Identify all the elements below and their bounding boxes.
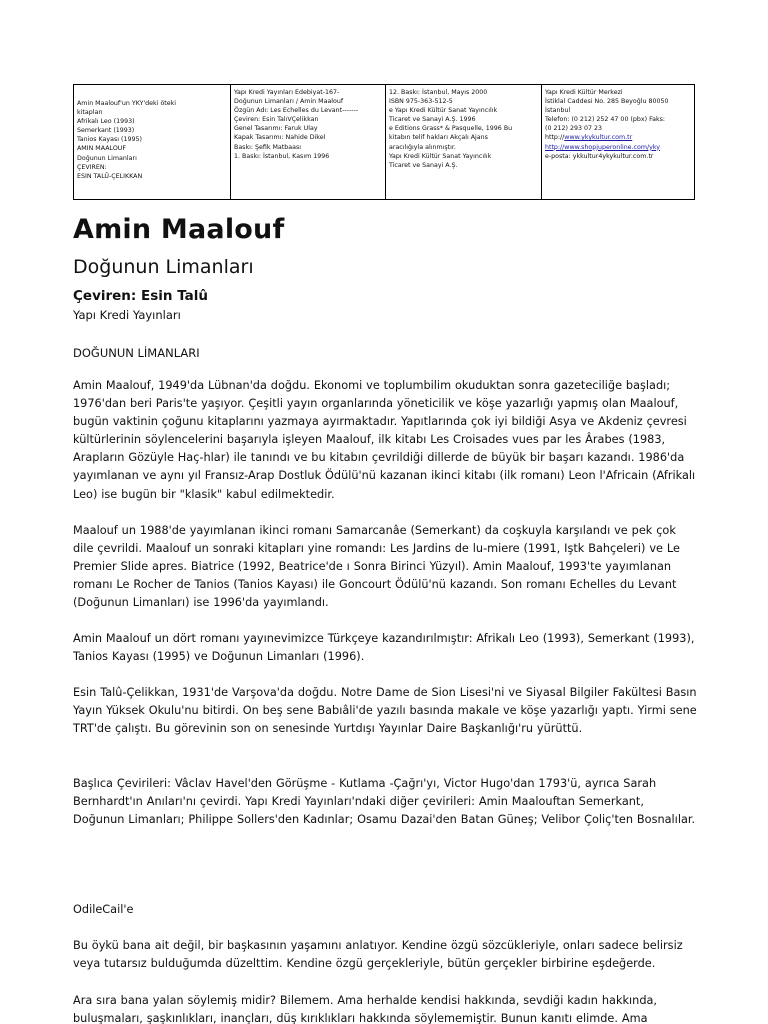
- info-line: Çeviren: Esin TalıVÇelikkan: [234, 116, 319, 124]
- paragraph: Bu öykü bana ait değil, bir başkasının yaşamını anlatıyor. Kendine özgü sözcükleriyle, onları sadece belirsiz veya tutarsız bulduğumda düzelttim. Kendine özgü gerçekleriyle, bütün gerçekler birbirine eşdeğerde.: [73, 939, 683, 971]
- paragraph: Amin Maalouf, 1949'da Lübnan'da doğdu. Ekonomi ve toplumbilim okuduktan sonra gazeteciliğe başladı; 1976'dan beri Paris'te yaşıyor. Çeşitli yayın organlarında yöneticilik ve köşe yazarlığı yapmış olan Maalouf, bugün vaktinin çoğunu kitaplarını yazmaya ayırmaktadır. Yapıtlarında çok iyi bildiği Asya ve Akdeniz çevresi kültürlerinin söylencelerini başarıyla işleyen Maalouf, ilk kitabı Les Croisades vues par les Ârabes (1983, Arapların Gözüyle Haç-hlar) ile tanındı ve bu kitabın çevrildiği dillerde de büyük bir başarı kazandı. 1986'da yayımlanan ve aynı yıl Fransız-Arap Dostluk Ödülü'nü kazanan ikinci kitabı (ilk romanı) Leon l'Africain (Afrikalı Leo) ise bugün bir "klasik" kabul edilmektedir.: [73, 379, 696, 501]
- shop-link[interactable]: http://www.shopjuperonline.com/yky: [545, 143, 661, 151]
- info-line: kitabın telif hakları Akçalı Ajans: [389, 134, 488, 142]
- publication-info-table: [73, 84, 695, 200]
- website-link[interactable]: www.ykykultur.com.tr: [564, 134, 633, 142]
- info-line: (0 212) 293 07 23: [545, 125, 602, 133]
- paragraph: Esin Talû-Çelikkan, 1931'de Varşova'da doğdu. Notre Dame de Sion Lisesi'ni ve Siyasal Bilgiler Fakültesi Basın Yayın Yüksek Okulu'nu bitirdi. On beş sene Babıâli'de yazılı basında makale ve köşe yazarlığı yaptı. Yirmi sene TRT'de çalıştı. Bu görevinin son on senesinde Yurtdışı Yayınlar Daire Başkanlığı'ru yürüttü.: [73, 686, 697, 736]
- info-cell-copyright: [386, 85, 542, 199]
- info-line: 12. Baskı: İstanbul, Mayıs 2000: [389, 89, 488, 96]
- author-title: Amin Maalouf: [73, 214, 285, 245]
- info-line: 1. Baskı: İstanbul, Kasım 1996: [234, 152, 330, 160]
- info-line: e Yapı Kredi Kültür Sanat Yayıncılık: [389, 107, 498, 115]
- publisher-name: Yapı Kredi Yayınları: [73, 308, 181, 322]
- info-line-website: [545, 133, 691, 142]
- info-line: Özgün Adı: Les Echelles du Levant-------: [234, 107, 359, 115]
- paragraph: Başlıca Çevirileri: Vâclav Havel'den Görüşme - Kutlama -Çağrı'yı, Victor Hugo'dan 1793'ü, ayrıca Sarah Bernhardt'ın Anıları'nı çevirdi. Yapı Kredi Yayınları'ndaki diğer çevirileri: Amin Maalouftan Semerkant, Doğunun Limanları; Philippe Sollers'den Kadınlar; Osamu Dazai'den Batan Güneş; Velibor Çoliç'ten Bosnalılar.: [73, 777, 696, 827]
- info-line: İstiklal Caddesi No. 285 Beyoğlu 80050: [545, 98, 669, 106]
- info-line: ISBN 975-363-512-5: [389, 98, 453, 106]
- paragraph: Ara sıra bana yalan söylemiş midir? Bilemem. Ama herhalde kendisi hakkında, sevdiği kadın hakkında, buluşmaları, şaşkınlıkları, inançları, düş kırıklıkları hakkında söylememiştir. Bunun kanıtı elimde. Ama: [73, 994, 658, 1024]
- info-line: Baskı: Şefik Matbaası: [234, 143, 301, 151]
- info-line: Ticaret ve Sanayi A.Ş.: [389, 161, 458, 169]
- book-title: Doğunun Limanları: [73, 256, 254, 278]
- info-line: Afrikalı Leo (1993): [77, 118, 135, 126]
- section-heading: DOĞUNUN LİMANLARI: [73, 346, 200, 360]
- info-line: Yapı Kredi Yayınları Edebiyat-167-: [234, 89, 340, 96]
- info-cell-credits: [231, 85, 386, 199]
- info-line: Amin Maalouf'un YKY'deki öteki: [77, 100, 177, 107]
- info-line: e Editions Grass* & Pasquelle, 1996 Bu: [389, 125, 513, 133]
- info-line: kitapları: [77, 109, 103, 117]
- info-line: Doğunun Limanları / Amin Maalouf: [234, 98, 344, 106]
- info-line: Telefon: (0 212) 252 47 00 (pbx) Faks:: [545, 116, 666, 124]
- info-line: Tanios Kayası (1995): [77, 136, 142, 144]
- info-cell-other-books: [74, 85, 231, 199]
- dedication: OdileCail'e: [73, 903, 134, 916]
- paragraph: Maalouf un 1988'de yayımlanan ikinci romanı Samarcanâe (Semerkant) da coşkuyla karşılandı ve pek çok dile çevrildi. Maalouf un sonraki kitapları yine romandı: Les Jardins de lu-miere (1991, Iştk Bahçeleri) ve Le Premier Slide apres. Biatrice (1992, Beatrice'de ı Sonra Birinci Yüzyıl). Amin Maalouf, 1993'te yayımlanan romanı Le Rocher de Tanios (Tanios Kayası) ile Goncourt Ödülü'nü kazandı. Son romanı Echelles du Levant (Doğunun Limanları) ise 1996'da yayımlandı.: [73, 524, 680, 610]
- info-line: İstanbul: [545, 107, 571, 115]
- info-line-email: e-posta: ykkultur4ykykultur.com.tr: [545, 152, 654, 160]
- info-line: Doğunun Limanları: [77, 154, 137, 162]
- info-line: Yapı Kredi Kültür Merkezi: [545, 89, 623, 96]
- info-line: Yapı Kredi Kültür Sanat Yayıncılık: [389, 152, 492, 160]
- info-line: ESIN TALÛ-ÇELIKKAN: [77, 172, 143, 180]
- info-cell-contact: [542, 85, 694, 199]
- info-line: AMIN MAALOUF: [77, 145, 127, 153]
- paragraph: Amin Maalouf un dört romanı yayınevimizce Türkçeye kazandırılmıştır: Afrikalı Leo (1993), Semerkant (1993), Tanios Kayası (1995) ve Doğunun Limanları (1996).: [73, 632, 695, 664]
- info-line: Kapak Tasarımı: Nahide Dikel: [234, 134, 326, 142]
- info-line: Ticaret ve Sanayi A.Ş. 1996: [389, 116, 476, 124]
- info-line: aracılığıyla alınmıştır.: [389, 143, 456, 151]
- translator-heading: Çeviren: Esin Talû: [73, 288, 209, 304]
- info-line: Genel Tasarımı: Faruk Ulay: [234, 125, 318, 133]
- info-line-shop: [545, 143, 691, 152]
- info-line: Semerkant (1993): [77, 127, 135, 135]
- info-line: ÇEVIREN:: [77, 163, 107, 171]
- http-prefix: http://: [545, 134, 565, 142]
